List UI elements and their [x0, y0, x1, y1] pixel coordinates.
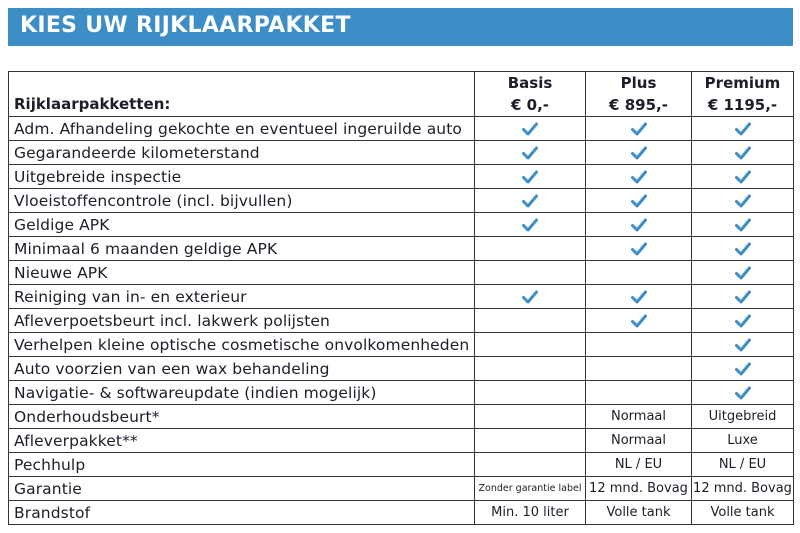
table-row	[9, 405, 794, 429]
table-row	[9, 333, 794, 357]
table-row	[9, 285, 794, 309]
cell-premium	[692, 213, 794, 237]
check-icon	[522, 169, 538, 184]
cell-plus	[586, 357, 692, 381]
table-row	[9, 429, 794, 453]
feature-label: Verhelpen kleine optische cosmetische onvolkomenheden	[9, 333, 475, 357]
cell-plus	[586, 213, 692, 237]
cell-premium	[692, 261, 794, 285]
feature-label: Gegarandeerde kilometerstand	[9, 141, 475, 165]
check-icon	[735, 361, 751, 376]
table-row	[9, 453, 794, 477]
page-title: KIES UW RIJKLAARPAKKET	[20, 13, 351, 38]
cell-basis	[475, 357, 586, 381]
check-icon	[631, 121, 647, 136]
cell-basis	[475, 285, 586, 309]
package-price: € 895,-	[609, 96, 668, 114]
cell-plus: Normaal	[586, 429, 692, 453]
cell-premium	[692, 189, 794, 213]
check-icon	[631, 145, 647, 160]
cell-premium: Uitgebreid	[692, 405, 794, 429]
cell-premium	[692, 381, 794, 405]
cell-basis: Zonder garantie label	[475, 477, 586, 501]
package-basis-header[interactable]	[475, 72, 586, 117]
feature-label: Adm. Afhandeling gekochte en eventueel ingeruilde auto	[9, 117, 475, 141]
header-label: Rijklaarpakketten:	[9, 72, 475, 117]
check-icon	[735, 241, 751, 256]
package-price: € 0,-	[510, 96, 550, 114]
cell-basis	[475, 309, 586, 333]
cell-premium	[692, 237, 794, 261]
cell-plus	[586, 333, 692, 357]
cell-plus	[586, 309, 692, 333]
cell-plus: 12 mnd. Bovag	[586, 477, 692, 501]
check-icon	[735, 217, 751, 232]
cell-premium: NL / EU	[692, 453, 794, 477]
table-row	[9, 213, 794, 237]
check-icon	[735, 337, 751, 352]
cell-premium	[692, 141, 794, 165]
cell-premium	[692, 285, 794, 309]
check-icon	[735, 121, 751, 136]
check-icon	[522, 217, 538, 232]
feature-label: Afleverpoetsbeurt incl. lakwerk polijsten	[9, 309, 475, 333]
cell-premium	[692, 165, 794, 189]
check-icon	[735, 145, 751, 160]
table-row	[9, 261, 794, 285]
cell-plus	[586, 381, 692, 405]
cell-basis	[475, 237, 586, 261]
cell-basis	[475, 261, 586, 285]
cell-basis	[475, 333, 586, 357]
feature-label: Vloeistoffencontrole (incl. bijvullen)	[9, 189, 475, 213]
feature-label: Afleverpakket**	[9, 429, 475, 453]
feature-label: Nieuwe APK	[9, 261, 475, 285]
check-icon	[735, 289, 751, 304]
cell-basis	[475, 213, 586, 237]
feature-label: Pechhulp	[9, 453, 475, 477]
check-icon	[522, 193, 538, 208]
cell-plus	[586, 285, 692, 309]
cell-premium: Luxe	[692, 429, 794, 453]
feature-label: Reiniging van in- en exterieur	[9, 285, 475, 309]
cell-plus	[586, 261, 692, 285]
table-row	[9, 117, 794, 141]
table-row	[9, 165, 794, 189]
feature-label: Auto voorzien van een wax behandeling	[9, 357, 475, 381]
title-banner	[8, 8, 793, 46]
cell-premium	[692, 117, 794, 141]
cell-plus	[586, 141, 692, 165]
check-icon	[522, 145, 538, 160]
table-row	[9, 381, 794, 405]
cell-premium	[692, 333, 794, 357]
check-icon	[631, 217, 647, 232]
cell-premium	[692, 357, 794, 381]
check-icon	[631, 289, 647, 304]
cell-plus	[586, 189, 692, 213]
check-icon	[522, 121, 538, 136]
check-icon	[735, 193, 751, 208]
cell-plus: Normaal	[586, 405, 692, 429]
table-row	[9, 357, 794, 381]
cell-basis	[475, 405, 586, 429]
package-name: Premium	[704, 74, 781, 92]
cell-basis	[475, 189, 586, 213]
cell-plus: NL / EU	[586, 453, 692, 477]
cell-basis	[475, 429, 586, 453]
table-row	[9, 141, 794, 165]
cell-basis	[475, 117, 586, 141]
cell-plus	[586, 117, 692, 141]
check-icon	[631, 313, 647, 328]
package-name: Basis	[507, 74, 553, 92]
check-icon	[631, 241, 647, 256]
feature-label: Minimaal 6 maanden geldige APK	[9, 237, 475, 261]
check-icon	[735, 169, 751, 184]
cell-premium: Volle tank	[692, 501, 794, 525]
cell-premium	[692, 309, 794, 333]
feature-label: Uitgebreide inspectie	[9, 165, 475, 189]
package-plus-header[interactable]	[586, 72, 692, 117]
check-icon	[735, 313, 751, 328]
feature-label: Navigatie- & softwareupdate (indien mogelijk)	[9, 381, 475, 405]
feature-label: Geldige APK	[9, 213, 475, 237]
cell-basis	[475, 141, 586, 165]
cell-basis	[475, 453, 586, 477]
feature-label: Onderhoudsbeurt*	[9, 405, 475, 429]
check-icon	[631, 169, 647, 184]
cell-basis: Min. 10 liter	[475, 501, 586, 525]
table-header-row	[9, 72, 794, 117]
check-icon	[735, 385, 751, 400]
cell-plus	[586, 237, 692, 261]
cell-basis	[475, 381, 586, 405]
cell-basis	[475, 165, 586, 189]
cell-plus	[586, 165, 692, 189]
check-icon	[631, 193, 647, 208]
package-comparison-table	[8, 71, 794, 525]
table-row	[9, 189, 794, 213]
table-row	[9, 501, 794, 525]
package-name: Plus	[620, 74, 657, 92]
table-row	[9, 237, 794, 261]
table-row	[9, 309, 794, 333]
check-icon	[522, 289, 538, 304]
table-row	[9, 477, 794, 501]
check-icon	[735, 265, 751, 280]
package-premium-header[interactable]	[692, 72, 794, 117]
feature-label: Garantie	[9, 477, 475, 501]
cell-plus: Volle tank	[586, 501, 692, 525]
cell-premium: 12 mnd. Bovag	[692, 477, 794, 501]
feature-label: Brandstof	[9, 501, 475, 525]
package-price: € 1195,-	[707, 96, 778, 114]
